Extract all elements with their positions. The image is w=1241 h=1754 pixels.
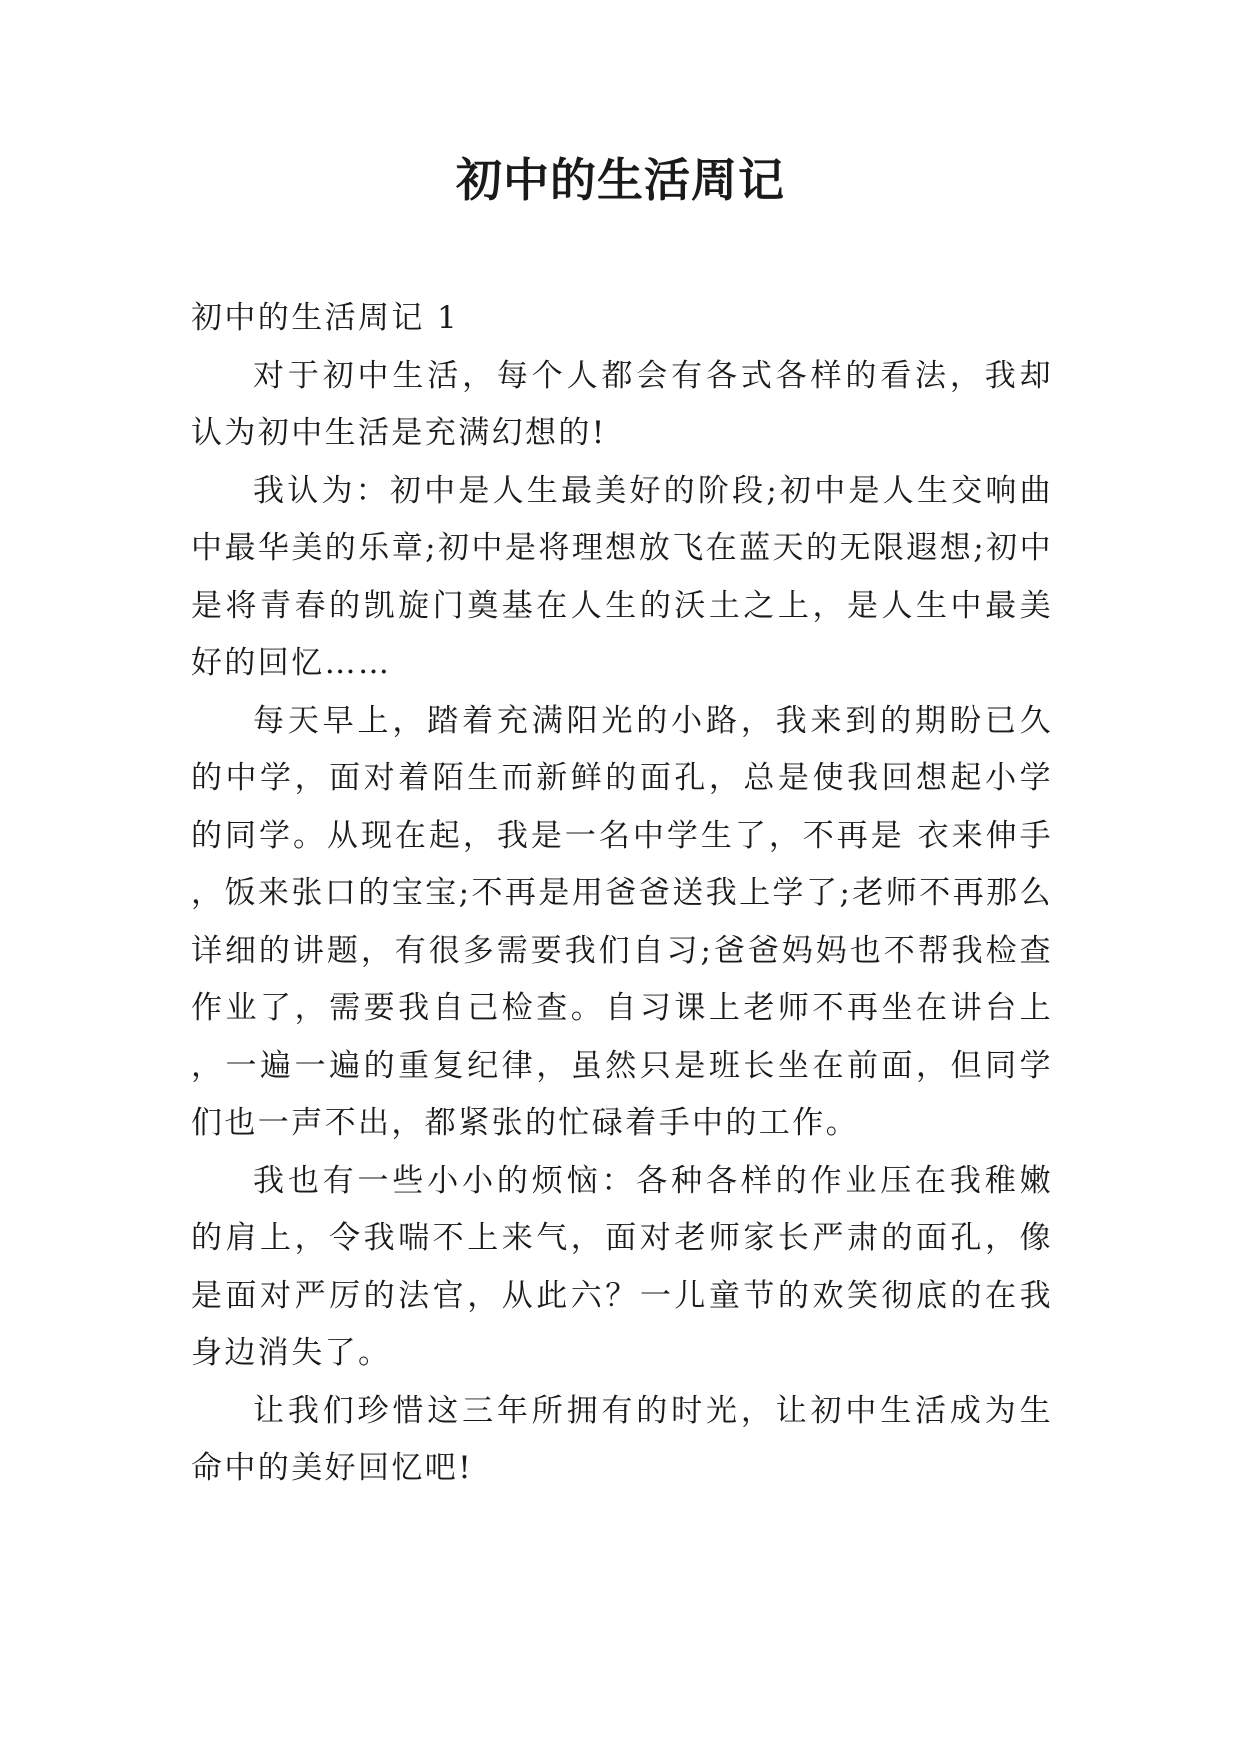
document-body xyxy=(191,290,1053,1498)
paragraph-3: 每天早上，踏着充满阳光的小路，我来到的期盼已久的中学，面对着陌生而新鲜的面孔，总是使我回想起小学的同学。从现在起，我是一名中学生了，不再是 衣来伸手，饭来张口的宝宝;不再是用爸爸送我上学了;老师不再那么详细的讲题，有很多需要我们自习;爸爸妈妈也不帮我检查作业了，需要我自己检查。自习课上老师不再坐在讲台上，一遍一遍的重复纪律，虽然只是班长坐在前面，但同学们也一声不出，都紧张的忙碌着手中的工作。 xyxy=(191,702,1053,1141)
document-title: 初中的生活周记 xyxy=(456,153,785,207)
paragraph-2: 我认为：初中是人生最美好的阶段;初中是人生交响曲中最华美的乐章;初中是将理想放飞在蓝天的无限遐想;初中是将青春的凯旋门奠基在人生的沃土之上，是人生中最美好的回忆…… xyxy=(191,472,1053,681)
section-heading: 初中的生活周记 1 xyxy=(191,300,460,336)
paragraph-5: 让我们珍惜这三年所拥有的时光，让初中生活成为生命中的美好回忆吧! xyxy=(191,1392,1053,1486)
paragraph-1: 对于初中生活，每个人都会有各式各样的看法，我却认为初中生活是充满幻想的! xyxy=(191,357,1053,451)
paragraph-4: 我也有一些小小的烦恼：各种各样的作业压在我稚嫩的肩上，令我喘不上来气，面对老师家长严肃的面孔，像是面对严厉的法官，从此六？一儿童节的欢笑彻底的在我身边消失了。 xyxy=(191,1162,1053,1371)
